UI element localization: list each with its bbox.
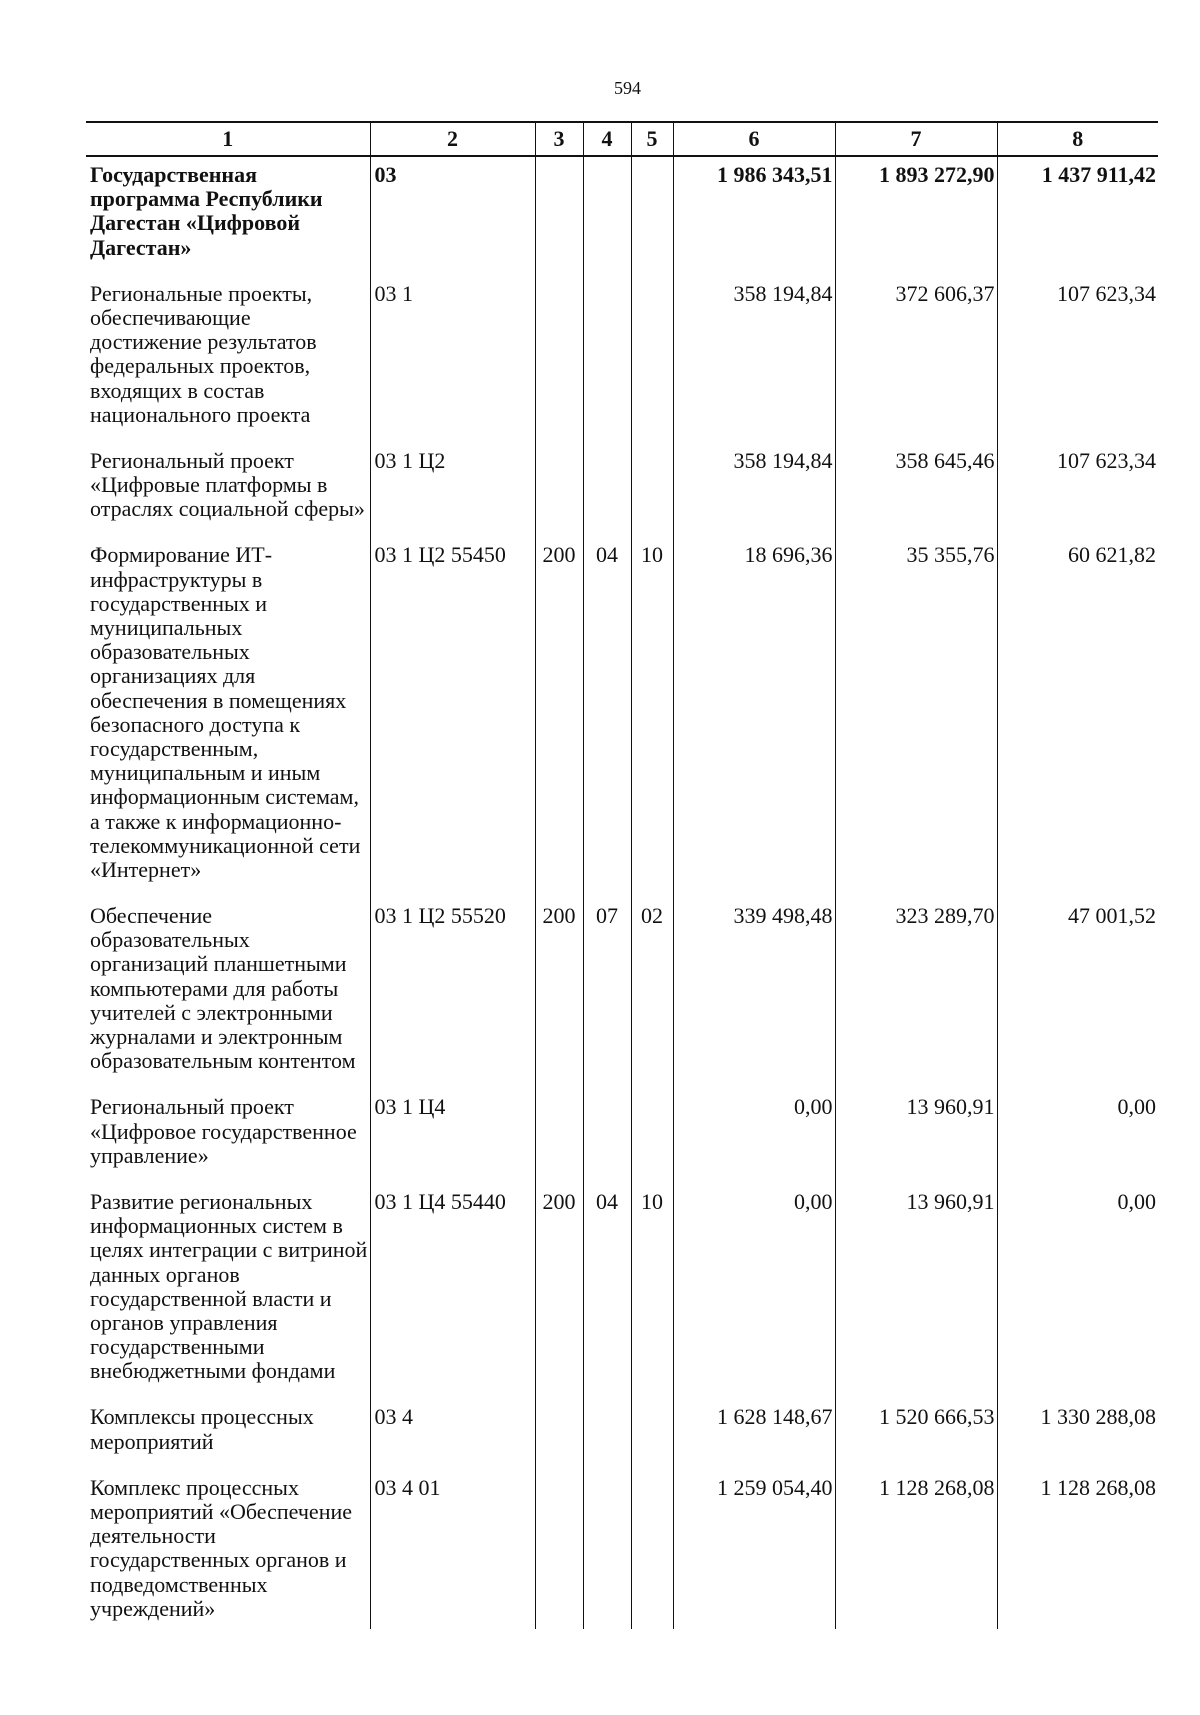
target-code-cell: 03 4 01 bbox=[370, 1470, 535, 1629]
section-cell bbox=[583, 276, 631, 443]
table-row bbox=[86, 1399, 1158, 1469]
amount-col6-cell: 1 628 148,67 bbox=[673, 1399, 835, 1469]
section-cell: 07 bbox=[583, 898, 631, 1089]
amount-col8-cell: 47 001,52 bbox=[997, 898, 1158, 1089]
amount-col7-cell: 372 606,37 bbox=[835, 276, 997, 443]
column-header: 8 bbox=[997, 122, 1158, 156]
item-name-cell: Региональный проект «Цифровое государственное управление» bbox=[90, 1094, 357, 1168]
amount-col8-cell: 107 623,34 bbox=[997, 276, 1158, 443]
section-cell bbox=[583, 443, 631, 538]
amount-col6-cell: 339 498,48 bbox=[673, 898, 835, 1089]
amount-col6-cell: 358 194,84 bbox=[673, 276, 835, 443]
section-cell: 04 bbox=[583, 537, 631, 898]
column-header: 3 bbox=[535, 122, 583, 156]
item-name-cell: Комплекс процессных мероприятий «Обеспечение деятельности государственных органов и подведомственных учреждений» bbox=[90, 1474, 353, 1621]
target-code-cell: 03 bbox=[370, 156, 535, 276]
amount-col7-cell: 1 128 268,08 bbox=[835, 1470, 997, 1629]
item-name-cell: Региональный проект «Цифровые платформы в отраслях социальной сферы» bbox=[90, 447, 365, 522]
table-row bbox=[86, 443, 1158, 538]
table-row bbox=[86, 1184, 1158, 1400]
subsection-cell bbox=[631, 1470, 673, 1629]
amount-col8-cell: 1 128 268,08 bbox=[997, 1470, 1158, 1629]
item-name-cell: Государственная программа Республики Дагестан «Цифровой Дагестан» bbox=[90, 162, 323, 260]
item-name-cell: Региональные проекты, обеспечивающие достижение результатов федеральных проектов, входящих в состав национального проекта bbox=[90, 280, 317, 427]
table-row bbox=[86, 276, 1158, 443]
amount-col6-cell: 18 696,36 bbox=[673, 537, 835, 898]
table-row bbox=[86, 1470, 1158, 1629]
amount-col7-cell: 323 289,70 bbox=[835, 898, 997, 1089]
amount-col7-cell: 1 893 272,90 bbox=[835, 156, 997, 276]
column-header: 2 bbox=[370, 122, 535, 156]
amount-col6-cell: 1 259 054,40 bbox=[673, 1470, 835, 1629]
amount-col8-cell: 0,00 bbox=[997, 1184, 1158, 1400]
subsection-cell bbox=[631, 276, 673, 443]
expense-type-cell: 200 bbox=[535, 898, 583, 1089]
table-row bbox=[86, 898, 1158, 1089]
item-name-cell: Формирование ИТ- инфраструктуры в государственных и муниципальных образовательных организациях для обеспечения в помещениях безопасного доступа к государственным, муниципальным и иным информационным системам, а также к информационно-телекоммуникационной сети «Интернет» bbox=[90, 542, 361, 882]
header-row bbox=[86, 122, 1158, 156]
amount-col6-cell: 1 986 343,51 bbox=[673, 156, 835, 276]
section-cell bbox=[583, 1470, 631, 1629]
page-number: 594 bbox=[614, 78, 641, 98]
target-code-cell: 03 1 Ц4 55440 bbox=[370, 1184, 535, 1400]
amount-col6-cell: 358 194,84 bbox=[673, 443, 835, 538]
amount-col8-cell: 1 437 911,42 bbox=[997, 156, 1158, 276]
target-code-cell: 03 1 Ц4 bbox=[370, 1089, 535, 1184]
amount-col8-cell: 0,00 bbox=[997, 1089, 1158, 1184]
budget-table bbox=[86, 121, 1158, 1629]
item-name-cell: Развитие региональных информационных систем в целях интеграции с витриной данных органов государственной власти и органов управления государственными внебюджетными фондами bbox=[90, 1188, 368, 1384]
table-row bbox=[86, 537, 1158, 898]
subsection-cell: 10 bbox=[631, 537, 673, 898]
expense-type-cell bbox=[535, 443, 583, 538]
section-cell bbox=[583, 1089, 631, 1184]
target-code-cell: 03 1 Ц2 55520 bbox=[370, 898, 535, 1089]
column-header: 1 bbox=[86, 122, 370, 156]
subsection-cell bbox=[631, 1399, 673, 1469]
expense-type-cell bbox=[535, 1470, 583, 1629]
section-cell bbox=[583, 1399, 631, 1469]
expense-type-cell bbox=[535, 1089, 583, 1184]
subsection-cell bbox=[631, 1089, 673, 1184]
expense-type-cell: 200 bbox=[535, 1184, 583, 1400]
column-header: 5 bbox=[631, 122, 673, 156]
column-header: 4 bbox=[583, 122, 631, 156]
expense-type-cell: 200 bbox=[535, 537, 583, 898]
target-code-cell: 03 1 Ц2 55450 bbox=[370, 537, 535, 898]
amount-col7-cell: 358 645,46 bbox=[835, 443, 997, 538]
item-name-cell: Комплексы процессных мероприятий bbox=[90, 1404, 314, 1454]
expense-type-cell bbox=[535, 156, 583, 276]
subsection-cell: 10 bbox=[631, 1184, 673, 1400]
target-code-cell: 03 4 bbox=[370, 1399, 535, 1469]
section-cell bbox=[583, 156, 631, 276]
table-row bbox=[86, 1089, 1158, 1184]
amount-col7-cell: 35 355,76 bbox=[835, 537, 997, 898]
section-cell: 04 bbox=[583, 1184, 631, 1400]
amount-col6-cell: 0,00 bbox=[673, 1089, 835, 1184]
target-code-cell: 03 1 Ц2 bbox=[370, 443, 535, 538]
item-name-cell: Обеспечение образовательных организаций планшетными компьютерами для работы учителей с электронными журналами и электронным образовательным контентом bbox=[90, 903, 356, 1074]
target-code-cell: 03 1 bbox=[370, 276, 535, 443]
amount-col7-cell: 13 960,91 bbox=[835, 1089, 997, 1184]
expense-type-cell bbox=[535, 276, 583, 443]
subsection-cell bbox=[631, 156, 673, 276]
amount-col7-cell: 1 520 666,53 bbox=[835, 1399, 997, 1469]
column-header: 7 bbox=[835, 122, 997, 156]
column-header: 6 bbox=[673, 122, 835, 156]
amount-col8-cell: 107 623,34 bbox=[997, 443, 1158, 538]
amount-col8-cell: 60 621,82 bbox=[997, 537, 1158, 898]
expense-type-cell bbox=[535, 1399, 583, 1469]
table-row bbox=[86, 156, 1158, 276]
amount-col7-cell: 13 960,91 bbox=[835, 1184, 997, 1400]
subsection-cell: 02 bbox=[631, 898, 673, 1089]
subsection-cell bbox=[631, 443, 673, 538]
amount-col8-cell: 1 330 288,08 bbox=[997, 1399, 1158, 1469]
amount-col6-cell: 0,00 bbox=[673, 1184, 835, 1400]
